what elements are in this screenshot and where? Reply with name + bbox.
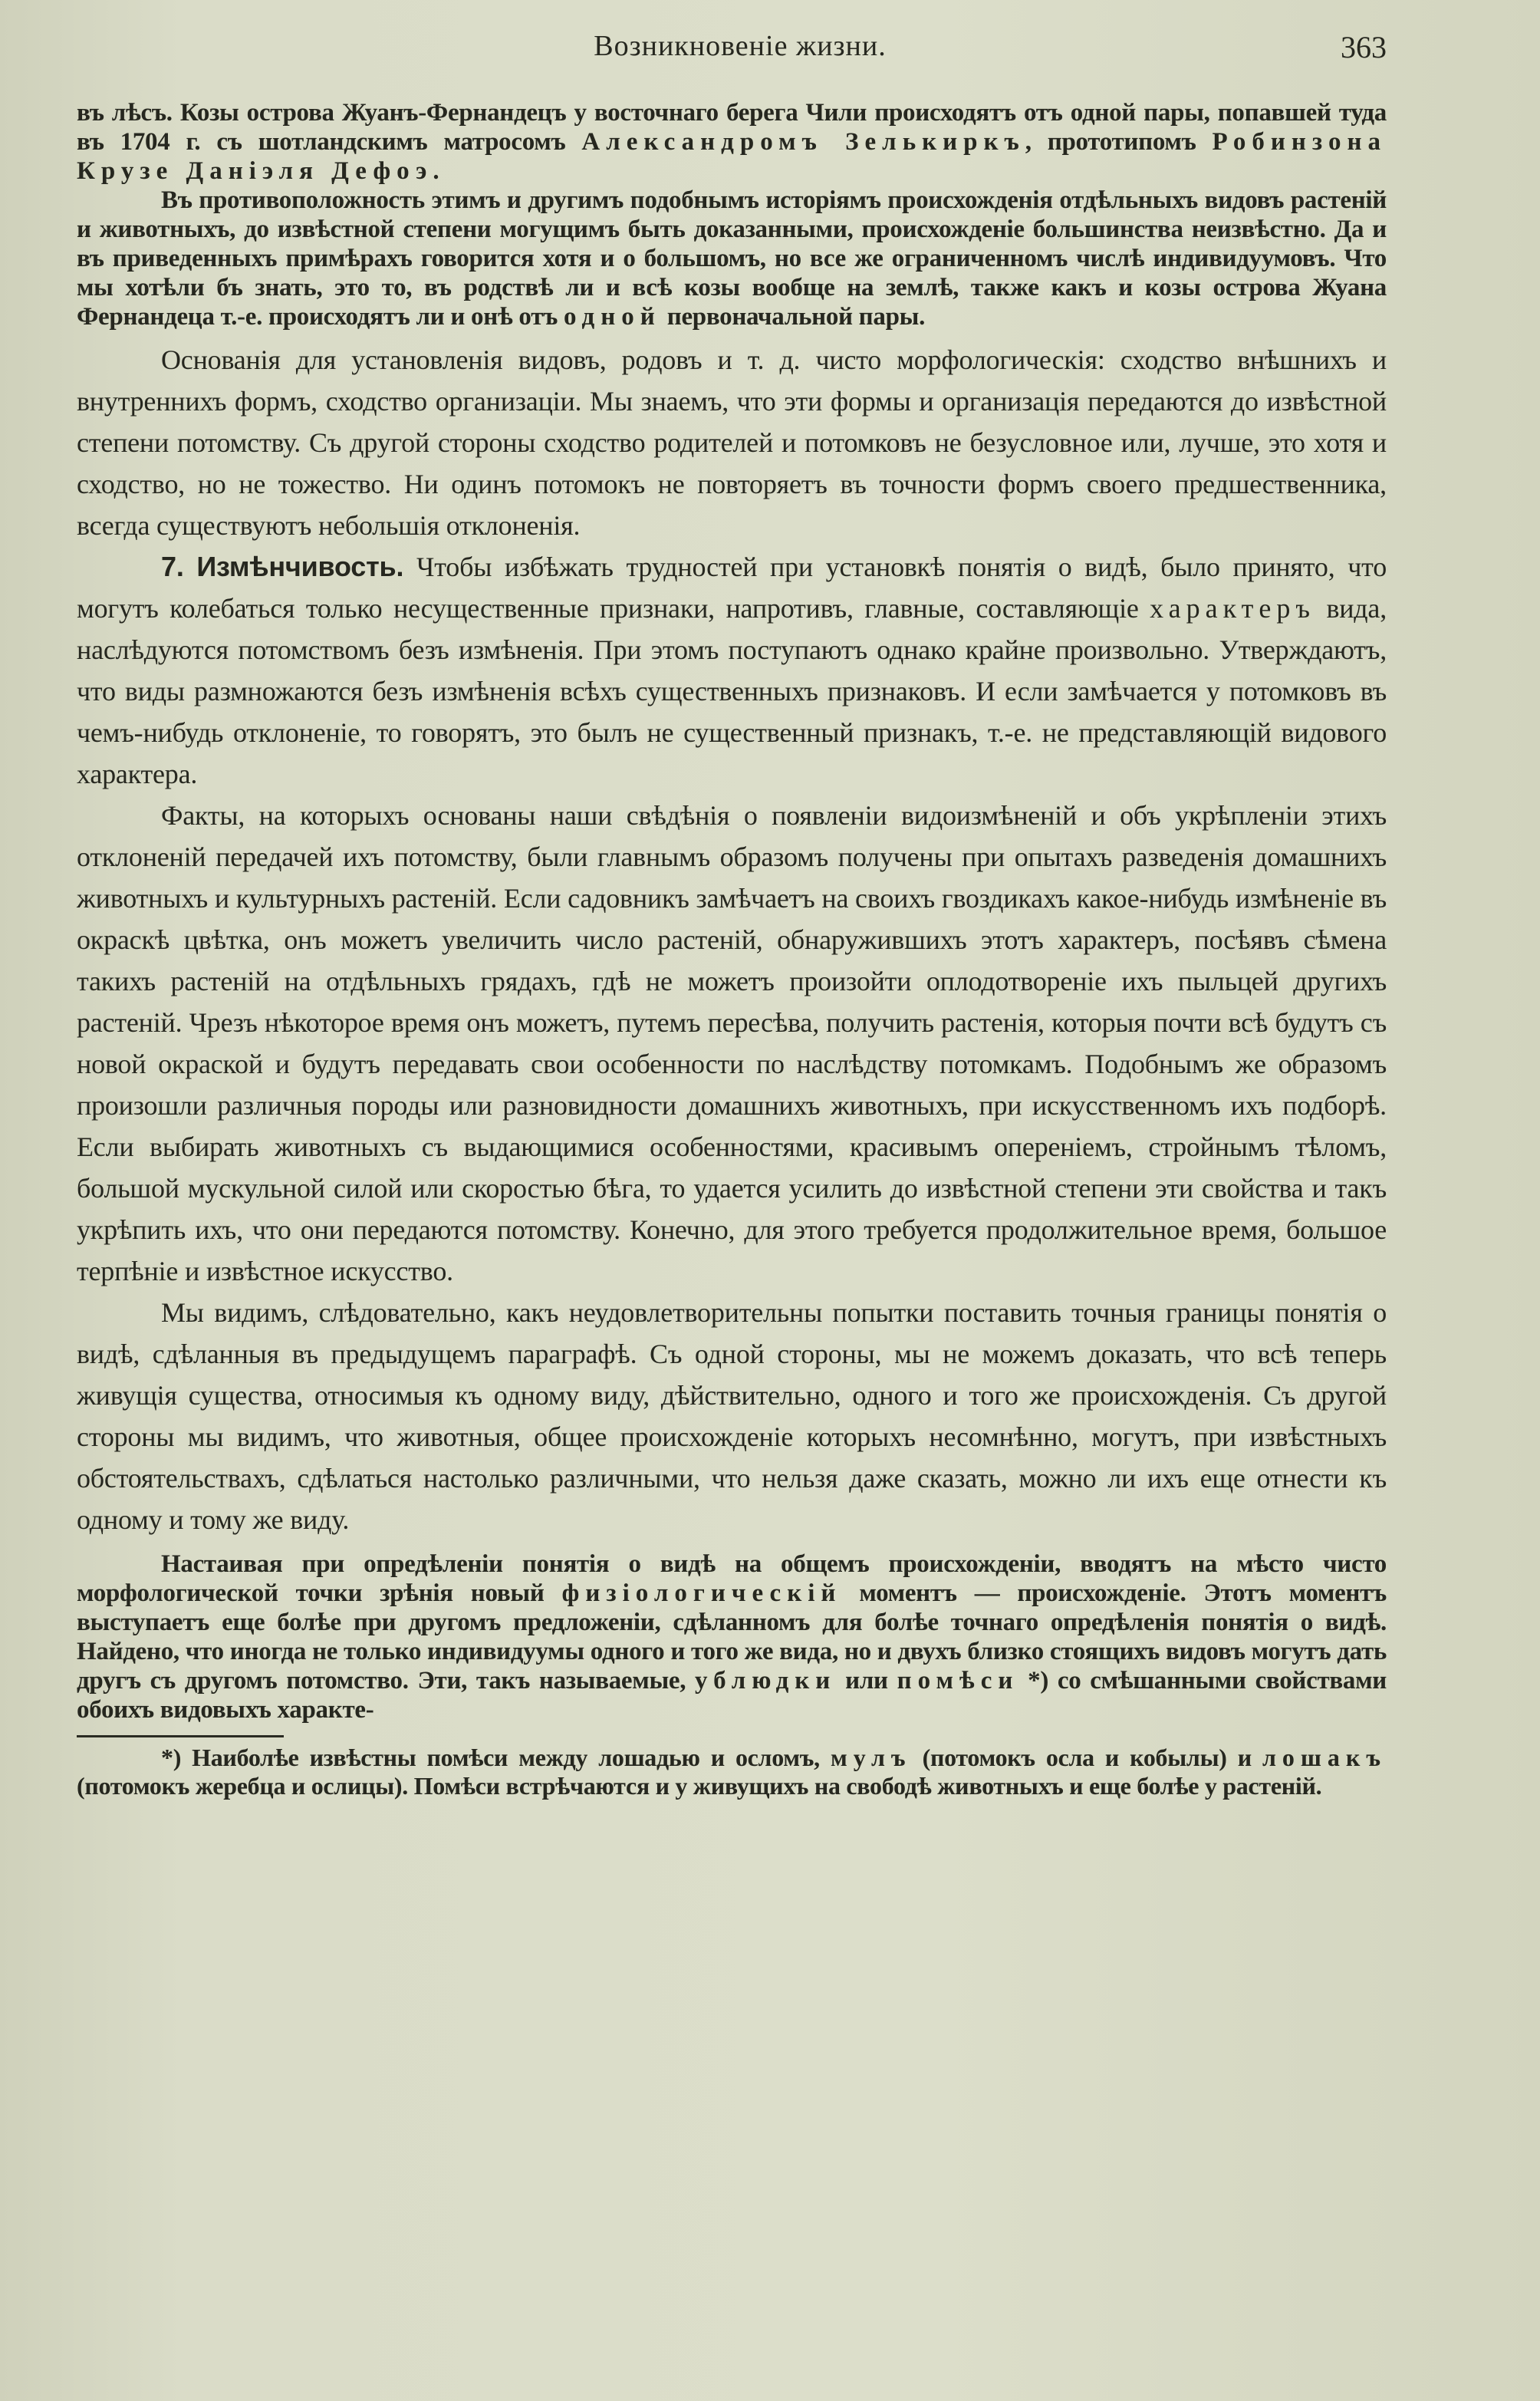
- spaced-word: мулъ: [830, 1744, 912, 1771]
- page-number: 363: [1341, 30, 1387, 64]
- footnote-rule: [77, 1735, 284, 1737]
- text-run: *) Наиболѣе извѣстны помѣси между лошадью и осломъ,: [161, 1744, 831, 1771]
- text-run: Настаивая при опредѣленіи понятія о видѣ на общемъ происхожденіи, вводятъ на мѣсто чисто морфологической точки зрѣнія новый: [77, 1550, 1387, 1607]
- text-run: (потомокъ жеребца и ослицы). Помѣси встрѣчаются и у живущихъ на свободѣ животныхъ и еще болѣе у растеній.: [77, 1772, 1322, 1800]
- spaced-name: Александромъ Зелькиркъ: [581, 128, 1025, 156]
- text-run: или: [836, 1667, 897, 1695]
- text-run: (потомокъ осла и кобылы) и: [911, 1744, 1262, 1771]
- section-title: Измѣнчивость.: [196, 551, 404, 582]
- text-run: , прототипомъ: [1025, 128, 1213, 156]
- text-run: Чтобы избѣжать трудностей при установкѣ понятія о видѣ, было принято, что могутъ колебаться только несущественные признаки, напротивъ, главные, составляющіе: [77, 552, 1387, 624]
- section-number: 7.: [161, 551, 184, 582]
- text-run: *) со смѣшанными свойствами обоихъ видовыхъ характе-: [77, 1667, 1387, 1724]
- footnote: [77, 1744, 1387, 1800]
- paragraph-4: [77, 546, 1387, 795]
- spaced-word: характеръ: [1150, 593, 1315, 624]
- spaced-word: ублюдки: [695, 1667, 837, 1695]
- spaced-word: одной: [564, 303, 661, 331]
- running-head: [0, 29, 1540, 68]
- text-run: первоначальной пары.: [660, 303, 926, 331]
- spaced-word: помѣси: [897, 1667, 1019, 1695]
- text-run: въ лѣсъ. Козы острова Жуанъ-Фернандецъ у восточнаго берега Чили происходятъ отъ одной пары, попавшей туда въ 1704 г. съ шотландскимъ матросомъ: [77, 99, 1387, 156]
- paragraph-5: Факты, на которыхъ основаны наши свѣдѣнія о появленіи видоизмѣненій и объ укрѣпленіи этихъ отклоненій передачей ихъ потомству, были главнымъ образомъ получены при опытахъ разведенія домашнихъ животныхъ и культурныхъ растеній. Если садовникъ замѣчаетъ на своихъ гвоздикахъ какое-нибудь измѣненіе въ окраскѣ цвѣтка, онъ можетъ увеличить число растеній, обнаружившихъ этотъ характеръ, посѣявъ сѣмена такихъ растеній на отдѣльныхъ грядахъ, гдѣ не можетъ произойти оплодотвореніе ихъ пыльцей другихъ растеній. Чрезъ нѣкоторое время онъ можетъ, путемъ пересѣва, получить растенія, которыя почти всѣ будутъ съ новой окраской и будутъ передавать свои особенности по наслѣдству потомкамъ. Подобнымъ же образомъ произошли различныя породы или разновидности домашнихъ животныхъ, при искусственномъ ихъ подборѣ. Если выбирать животныхъ съ выдающимися особенностями, красивымъ опереніемъ, стройнымъ тѣломъ, большой мускульной силой или скоростью бѣга, то удается усилить до извѣстной степени эти свойства и такъ укрѣпить ихъ, что они передаются потомству. Конечно, для этого требуется продолжительное время, большое терпѣніе и извѣстное искусство.: [77, 800, 1387, 1286]
- paragraph-1: [77, 98, 1387, 186]
- running-title: Возникновеніе жизни.: [594, 30, 887, 62]
- text-run: вида, наслѣдуются потомствомъ безъ измѣненія. При этомъ поступаютъ однако крайне произвольно. Утверждаютъ, что виды размножаются безъ измѣненія всѣхъ существенныхъ признаковъ. И если замѣчается у потомковъ въ чемъ-нибудь отклоненіе, то говорятъ, это былъ не существенный признакъ, т.-е. не представляющій видового характера.: [77, 593, 1387, 789]
- spaced-word: физіологическій: [561, 1579, 842, 1607]
- text-run: Въ противоположность этимъ и другимъ подобнымъ исторіямъ происхожденія отдѣльныхъ видовъ растеній и животныхъ, до извѣстной степени могущимъ быть доказанными, происхожденіе большинства неизвѣстно. Да и въ приведенныхъ примѣрахъ говорится хотя и о большомъ, но все же ограниченномъ числѣ индивидуумовъ. Что мы хотѣли бъ знать, это то, въ родствѣ ли и всѣ козы вообще на землѣ, также какъ и козы острова Жуана Фернандеца т.-е. происходятъ ли и онѣ отъ: [77, 186, 1387, 331]
- body-text: [77, 98, 1387, 1800]
- text-run: .: [433, 157, 439, 185]
- spaced-name: Робинзона Крузе Даніэля Дефоэ: [77, 128, 1387, 185]
- text-run: моментъ — происхожденіе. Этотъ моментъ выступаетъ еще болѣе при другомъ предложеніи, сдѣланномъ для болѣе точнаго опредѣленія понятія о видѣ. Найдено, что иногда не только индивидуумы одного и того же вида, но и двухъ близко стоящихъ видовъ могутъ дать другъ съ другомъ потомство. Эти, такъ называемые,: [77, 1579, 1387, 1695]
- spaced-word: лошакъ: [1262, 1744, 1387, 1771]
- paragraph-6: Мы видимъ, слѣдовательно, какъ неудовлетворительны попытки поставить точныя границы понятія о видѣ, сдѣланныя въ предыдущемъ параграфѣ. Съ одной стороны, мы не можемъ доказать, что всѣ теперь живущія существа, относимыя къ одному виду, дѣйствительно, одного и того же происхожденія. Съ другой стороны мы видимъ, что животныя, общее происхожденіе которыхъ несомнѣнно, могутъ, при извѣстныхъ обстоятельствахъ, сдѣлаться настолько различными, что нельзя даже сказать, можно ли ихъ еще отнести къ одному и тому же виду.: [77, 1297, 1387, 1535]
- paragraph-7: [77, 1550, 1387, 1724]
- paragraph-2: [77, 186, 1387, 331]
- paragraph-3: Основанія для установленія видовъ, родовъ и т. д. чисто морфологическія: сходство внѣшнихъ и внутреннихъ формъ, сходство организаціи. Мы знаемъ, что эти формы и организація передаются до извѣстной степени потомству. Съ другой стороны сходство родителей и потомковъ не безусловное или, лучше, это хотя и сходство, но не тожество. Ни одинъ потомокъ не повторяетъ въ точности формъ своего предшественника, всегда существуютъ небольшія отклоненія.: [77, 344, 1387, 541]
